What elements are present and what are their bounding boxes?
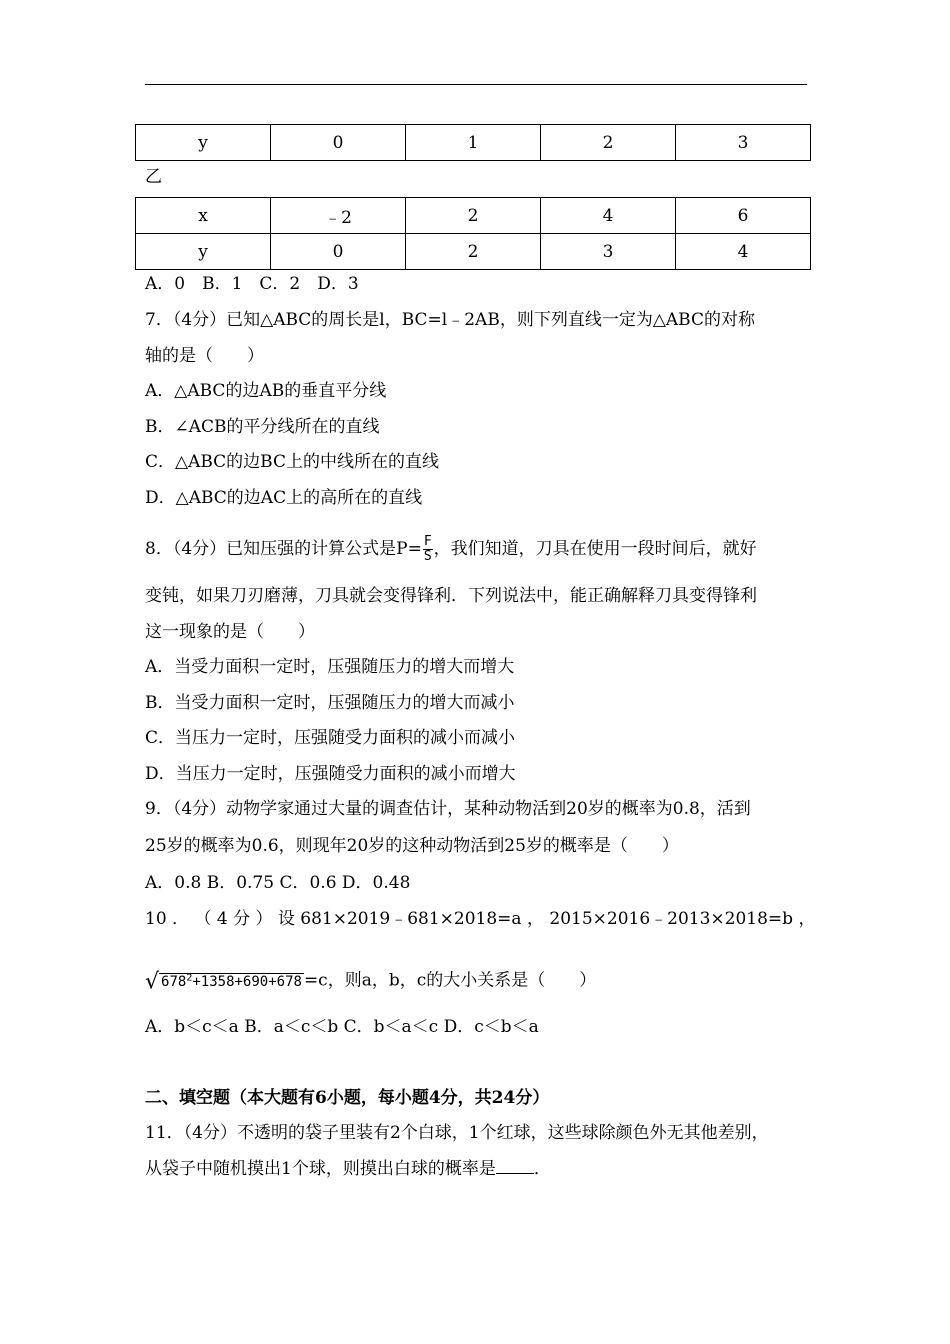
table-row-label: y: [136, 125, 271, 161]
table-cell: 2: [541, 125, 676, 161]
q7-option-a: A．△ABC的边AB的垂直平分线: [145, 381, 387, 401]
pressure-fraction: [423, 535, 433, 564]
header-rule: [145, 84, 807, 85]
q9-options: A．0.8 B．0.75 C．0.6 D．0.48: [145, 873, 411, 893]
q11-stem-pre: 从袋子中随机摸出1个球，则摸出白球的概率是: [145, 1159, 496, 1179]
q8-stem-post: ，我们知道，刀具在使用一段时间后，就好: [433, 539, 757, 559]
q8-stem-line1: [145, 535, 757, 564]
q8-option-b: B．当受力面积一定时，压强随压力的增大而减小: [145, 693, 515, 713]
q8-stem-line3: 这一现象的是（ ）: [145, 622, 315, 642]
table-cell: 2: [406, 198, 541, 234]
table-yi: [135, 197, 811, 270]
table-cell: 0: [271, 234, 406, 270]
q8-option-c: C．当压力一定时，压强随受力面积的减小而减小: [145, 728, 516, 748]
q10-stem-post: =c，则a，b，c的大小关系是（ ）: [303, 970, 597, 991]
q9-stem-line2: 25岁的概率为0.6，则现年20岁的这种动物活到25岁的概率是（ ）: [145, 836, 679, 856]
table-cell: 4: [541, 198, 676, 234]
q7-stem-line2: 轴的是（ ）: [145, 346, 264, 366]
q7-option-d: D．△ABC的边AC上的高所在的直线: [145, 488, 423, 508]
q8-option-a: A．当受力面积一定时，压强随压力的增大而增大: [145, 657, 515, 677]
table-row: [136, 125, 811, 161]
q10-stem-line1: 10 ． （ 4 分 ） 设 681×2019﹣681×2018=a ， 2015×2016﹣2013×2018=b ，: [145, 909, 816, 929]
yi-label: 乙: [145, 167, 162, 187]
q11-stem-line2: [145, 1158, 551, 1180]
answer-blank[interactable]: [496, 1159, 534, 1174]
table-cell: 0: [271, 125, 406, 161]
radicand-base: 678: [161, 973, 187, 990]
table-cell: 1: [406, 125, 541, 161]
table-row-label: y: [136, 234, 271, 270]
q10-stem-line2: [145, 967, 596, 994]
table-cell: ﹣2: [271, 198, 406, 234]
section-2-title: 二、填空题（本大题有6小题，每小题4分，共24分）: [145, 1088, 550, 1108]
q11-stem-line1: 11．（4分）不透明的袋子里装有2个白球，1个红球，这些球除颜色外无其他差别，: [145, 1123, 769, 1143]
q8-stem-line2: 变钝，如果刀刃磨薄，刀具就会变得锋利．下列说法中，能正确解释刀具变得锋利: [145, 586, 757, 606]
table-row: [136, 234, 811, 270]
q9-stem-line1: 9．（4分）动物学家通过大量的调查估计，某种动物活到20岁的概率为0.8，活到: [145, 799, 751, 819]
q11-stem-post: ．: [533, 1159, 551, 1179]
radicand-rest: +1358+690+678: [192, 973, 302, 990]
radical-sign: √: [145, 969, 160, 995]
q10-options: A．b＜c＜a B．a＜c＜b C．b＜a＜c D．c＜b＜a: [145, 1017, 539, 1037]
fraction-numerator: F: [423, 534, 432, 549]
q7-option-b: B．∠ACB的平分线所在的直线: [145, 417, 380, 437]
q8-stem-pre: 8．（4分）已知压强的计算公式是P=: [145, 539, 422, 559]
q8-option-d: D．当压力一定时，压强随受力面积的减小而增大: [145, 764, 516, 784]
table-cell: 3: [541, 234, 676, 270]
table-jia-y-row: [135, 124, 811, 161]
table-cell: 2: [406, 234, 541, 270]
q7-option-c: C．△ABC的边BC上的中线所在的直线: [145, 452, 439, 472]
table-cell: 6: [676, 198, 811, 234]
q6-options: A．0 B．1 C．2 D．3: [145, 274, 359, 294]
table-cell: 3: [676, 125, 811, 161]
fraction-denominator: S: [423, 549, 432, 564]
q7-stem-line1: 7．（4分）已知△ABC的周长是l，BC=l﹣2AB，则下列直线一定为△ABC的对称: [145, 310, 755, 330]
table-row: [136, 198, 811, 234]
table-cell: 4: [676, 234, 811, 270]
radicand-exponent: 2: [186, 972, 193, 983]
sqrt-expression: [145, 967, 304, 994]
radicand: [159, 973, 304, 990]
table-row-label: x: [136, 198, 271, 234]
